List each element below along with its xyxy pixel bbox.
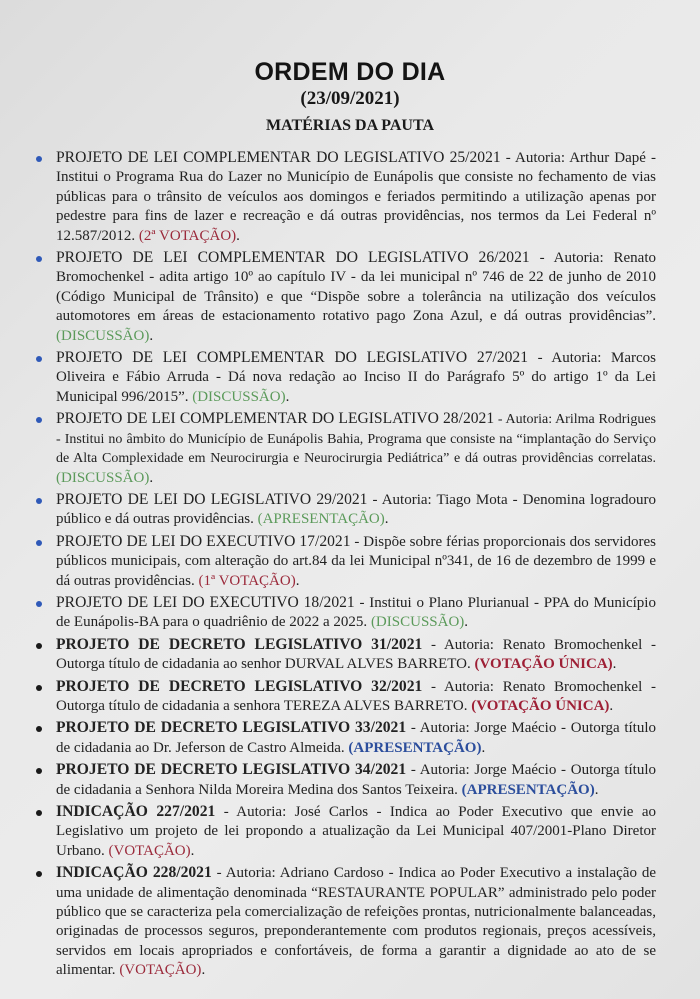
item-status: (DISCUSSÃO) xyxy=(56,469,150,486)
item-status: (APRESENTAÇÃO) xyxy=(461,781,595,798)
item-heading: PROJETO DE DECRETO LEGISLATIVO 34/2021 xyxy=(56,761,407,779)
item-body: - Autoria: Renato Bromochenkel - adita artigo 10º ao capítulo IV - da lei municipal nº 746 de 22 de junho de 2010 (Código Municipal de Trânsito) e que “Dispõe sobre a tolerância na utilização dos veículos automotores em áreas de estacionamento rotativo pago Zona Azul, e dá outras providências”. xyxy=(56,250,656,325)
item-status: (DISCUSSÃO) xyxy=(370,614,465,631)
bullet-icon xyxy=(36,156,42,162)
item-end: . xyxy=(190,842,195,859)
item-heading: PROJETO DE LEI COMPLEMENTAR DO LEGISLATIVO 27/2021 xyxy=(56,349,529,367)
agenda-list xyxy=(0,148,700,983)
bullet-icon xyxy=(36,356,42,362)
item-heading: PROJETO DE DECRETO LEGISLATIVO 32/2021 xyxy=(56,677,423,695)
bullet-icon xyxy=(36,256,42,262)
item-heading: INDICAÇÃO 228/2021 xyxy=(56,864,212,882)
item-status: (APRESENTAÇÃO) xyxy=(257,511,385,528)
item-body: - Autoria: Jorge Maécio - Outorga título de cidadania ao Dr. Jeferson de Castro Almeida. xyxy=(56,720,657,756)
bullet-icon xyxy=(36,498,42,504)
item-end: . xyxy=(285,388,290,405)
item-end: . xyxy=(594,781,599,798)
bullet-icon xyxy=(36,726,42,732)
bullet-icon xyxy=(36,417,42,423)
item-end: . xyxy=(295,572,300,589)
item-end: . xyxy=(612,656,617,673)
bullet-icon xyxy=(36,643,42,649)
bullet-icon xyxy=(36,601,42,607)
item-body: - Autoria: Renato Bromochenkel - Outorga título de cidadania a senhora TEREZA ALVES BARRETO. xyxy=(56,678,656,714)
item-end: . xyxy=(149,469,154,486)
item-heading: PROJETO DE LEI COMPLEMENTAR DO LEGISLATIVO 26/2021 xyxy=(56,249,530,267)
agenda-item xyxy=(0,593,700,633)
item-body: - Dispõe sobre férias proporcionais dos servidores públicos municipais, com alteração do art.84 da lei Municipal nº341, de 16 de dezembro de 1999 e dá outras providências. xyxy=(56,533,656,589)
item-body: - Autoria: Arthur Dapé - Institui o Programa Rua do Lazer no Município de Eunápolis que consiste no fechamento de vias públicas para o trânsito de veículos aos domingos e feriados permitindo a utilização apenas por pedestre para fins de lazer e recreação e dá outras providências, nos termos da Lei Federal nº 12.587/2012. xyxy=(56,150,656,244)
item-body: - Autoria: Adriano Cardoso - Indica ao Poder Executivo a instalação de uma unidade de alimentação denominada “RESTAURANTE POPULAR” administrado pelo poder público que se caracteriza pela comercialização de refeições prontas, nutricionalmente balanceadas, originadas de processos seguros, preponderantemente com produtos regionais, preços acessíveis, servidos em locais apropriados e confortáveis, de forma a garantir a dignidade ao ato de se alimentar. xyxy=(56,865,656,979)
item-heading: PROJETO DE LEI DO EXECUTIVO 17/2021 xyxy=(56,532,351,550)
item-body: - Autoria: Renato Bromochenkel - Outorga título de cidadania ao senhor DURVAL ALVES BARRETO. xyxy=(56,636,656,673)
item-heading: PROJETO DE DECRETO LEGISLATIVO 33/2021 xyxy=(56,719,407,737)
item-heading: PROJETO DE LEI DO LEGISLATIVO 29/2021 xyxy=(56,490,368,508)
item-body: - Autoria: José Carlos - Indica ao Poder Executivo que envie ao Legislativo um projeto de lei propondo a atualização da Lei Municipal 407/2001-Plano Diretor Urbano. xyxy=(56,804,656,859)
item-body: - Autoria: Tiago Mota - Denomina logradouro público e dá outras providências. xyxy=(56,491,656,528)
item-status: (APRESENTAÇÃO) xyxy=(348,739,482,756)
item-status: (DISCUSSÃO) xyxy=(192,388,286,405)
section-heading: MATÉRIAS DA PAUTA xyxy=(265,117,434,134)
item-status: (VOTAÇÃO ÚNICA) xyxy=(471,697,610,714)
agenda-item xyxy=(0,863,700,980)
agenda-item xyxy=(0,635,700,675)
item-status: (VOTAÇÃO) xyxy=(119,962,202,979)
item-end: . xyxy=(201,962,206,979)
item-end: . xyxy=(384,511,389,528)
page-title: ORDEM DO DIA xyxy=(254,58,446,86)
agenda-item xyxy=(0,532,700,591)
item-body: - Autoria: Marcos Oliveira e Fábio Arruda - Dá nova redação ao Inciso II do Parágrafo 5º do artigo 1º da Lei Municipal 996/2015”. xyxy=(56,350,657,405)
item-body: - Institui o Plano Plurianual - PPA do Município de Eunápolis-BA para o quadriênio de 2022 a 2025. xyxy=(56,594,656,631)
item-body: - Autoria: Jorge Maécio - Outorga título de cidadania a Senhora Nilda Moreira Medina dos Santos Teixeira. xyxy=(56,762,657,798)
agenda-item xyxy=(0,348,700,407)
bullet-icon xyxy=(36,810,42,816)
item-heading: PROJETO DE DECRETO LEGISLATIVO 31/2021 xyxy=(56,635,423,653)
agenda-item xyxy=(0,718,700,758)
item-heading: PROJETO DE LEI DO EXECUTIVO 18/2021 xyxy=(56,593,355,611)
page-date: (23/09/2021) xyxy=(300,88,400,109)
item-end: . xyxy=(481,739,486,756)
agenda-item xyxy=(0,802,700,861)
item-end: . xyxy=(609,697,614,714)
item-status: (VOTAÇÃO ÚNICA) xyxy=(474,656,613,673)
bullet-icon xyxy=(36,871,42,877)
item-status: (1ª VOTAÇÃO) xyxy=(198,572,296,589)
bullet-icon xyxy=(36,685,42,691)
bullet-icon xyxy=(36,540,42,546)
item-end: . xyxy=(149,327,154,344)
agenda-item xyxy=(0,248,700,346)
item-heading: PROJETO DE LEI COMPLEMENTAR DO LEGISLATIVO 28/2021 xyxy=(56,410,495,428)
agenda-item xyxy=(0,760,700,800)
item-body: - Autoria: Arilma Rodrigues - Institui no âmbito do Município de Eunápolis Bahia, Programa que consiste na “implantação do Serviço de Alta Complexidade em Neurocirurgia e Neurocirurgia Pediátrica” e dá outras providências correlatas. xyxy=(56,412,657,467)
agenda-item xyxy=(0,490,700,530)
agenda-item xyxy=(0,148,700,246)
item-status: (VOTAÇÃO) xyxy=(108,842,191,859)
item-status: (DISCUSSÃO) xyxy=(56,327,150,344)
item-heading: INDICAÇÃO 227/2021 xyxy=(56,803,216,820)
bullet-icon xyxy=(36,768,42,774)
agenda-item xyxy=(0,409,700,488)
item-end: . xyxy=(236,227,240,244)
item-status: (2ª VOTAÇÃO) xyxy=(138,227,237,244)
agenda-item xyxy=(0,677,700,717)
item-heading: PROJETO DE LEI COMPLEMENTAR DO LEGISLATIVO 25/2021 xyxy=(56,149,501,166)
item-end: . xyxy=(464,614,469,631)
